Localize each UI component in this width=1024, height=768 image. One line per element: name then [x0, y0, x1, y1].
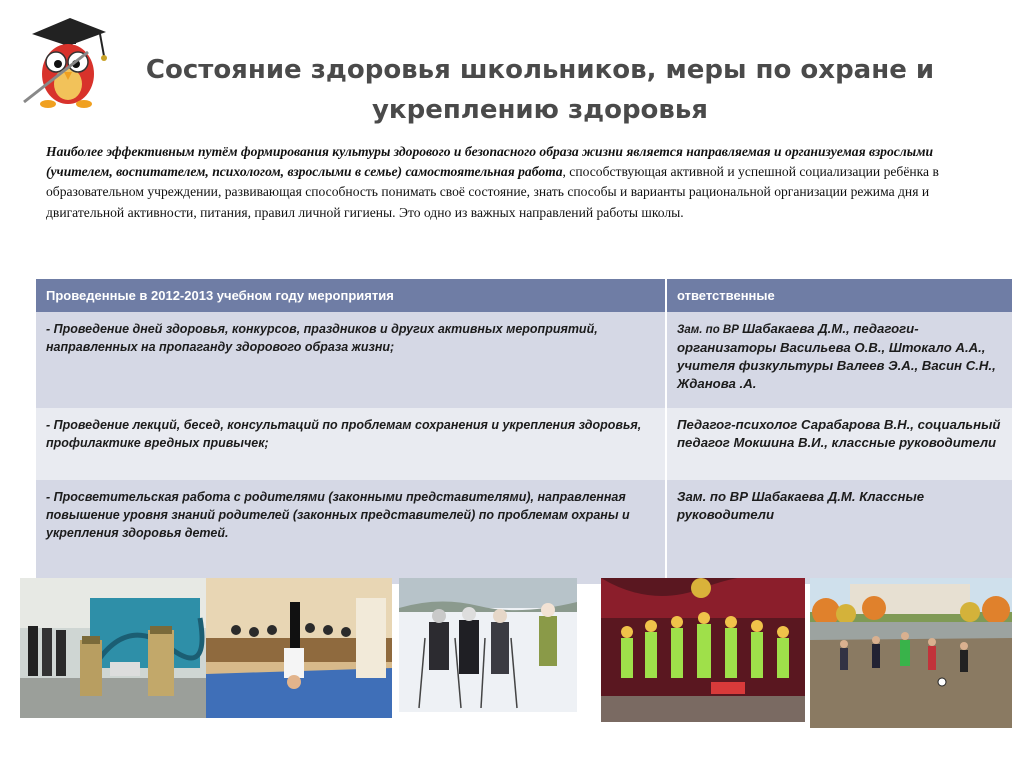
activity-cell: - Проведение дней здоровья, конкурсов, праздников и других активных мероприятий, направленных на пропаганду здорового образа жизни; [36, 312, 666, 408]
responsible-cell [666, 312, 1012, 408]
fire-drill-photo [20, 578, 206, 718]
table-row [36, 312, 1012, 408]
responsible-names: Шабакаева Д.М., педагоги-организаторы Васильева О.В., Штокало А.А., учителя физкультуры Валеев Э.А., Васин С.Н., Жданова .А. [677, 321, 996, 391]
header-activities: Проведенные в 2012-2013 учебном году мероприятия [36, 279, 666, 312]
activity-cell: - Проведение лекций, бесед, консультаций по проблемам сохранения и укрепления здоровья, профилактике вредных привычек; [36, 408, 666, 480]
intro-italic-text: Наиболее эффективным путём формирования культуры здорового и безопасного образа жизни является направляемая и организуемая взрослыми (учителем, воспитателем, психологом, взрослыми в семье) самостоятельная работа [46, 144, 934, 180]
responsible-cell: Зам. по ВР Шабакаева Д.М. Классные руководители [666, 480, 1012, 584]
page-title: Состояние здоровья школьников, меры по охране и укреплению здоровья [145, 55, 935, 125]
football-match-photo [810, 578, 1012, 728]
table-row [36, 480, 1012, 584]
intro-paragraph [46, 142, 998, 223]
stage-dance-photo [601, 578, 805, 722]
measures-table [36, 279, 1012, 584]
activity-cell: - Просветительская работа с родителями (законными представителями), направленная повышение уровня знаний родителей (законных представителей) по проблемам охраны и укрепления здоровья детей. [36, 480, 666, 584]
table-header-row [36, 279, 1012, 312]
responsible-lead: Зам. по ВР [677, 324, 743, 336]
gym-acrobatics-photo [206, 578, 392, 718]
header-responsible: ответственные [666, 279, 1012, 312]
table-row [36, 408, 1012, 480]
owl-logo-icon [18, 12, 114, 110]
intro-regular-text: , способствующая активной и успешной социализации ребёнка в образовательном учреждении, развивающая способность понимать своё состояние, знать способы и варианты рациональной организации режима дня и двигательной активности, питания, правил личной гигиены. Это одно из важных направлений работы школы. [46, 164, 939, 220]
responsible-cell: Педагог-психолог Сарабарова В.Н., социальный педагог Мокшина В.И., классные руководители [666, 408, 1012, 480]
winter-skiing-photo [399, 578, 577, 712]
